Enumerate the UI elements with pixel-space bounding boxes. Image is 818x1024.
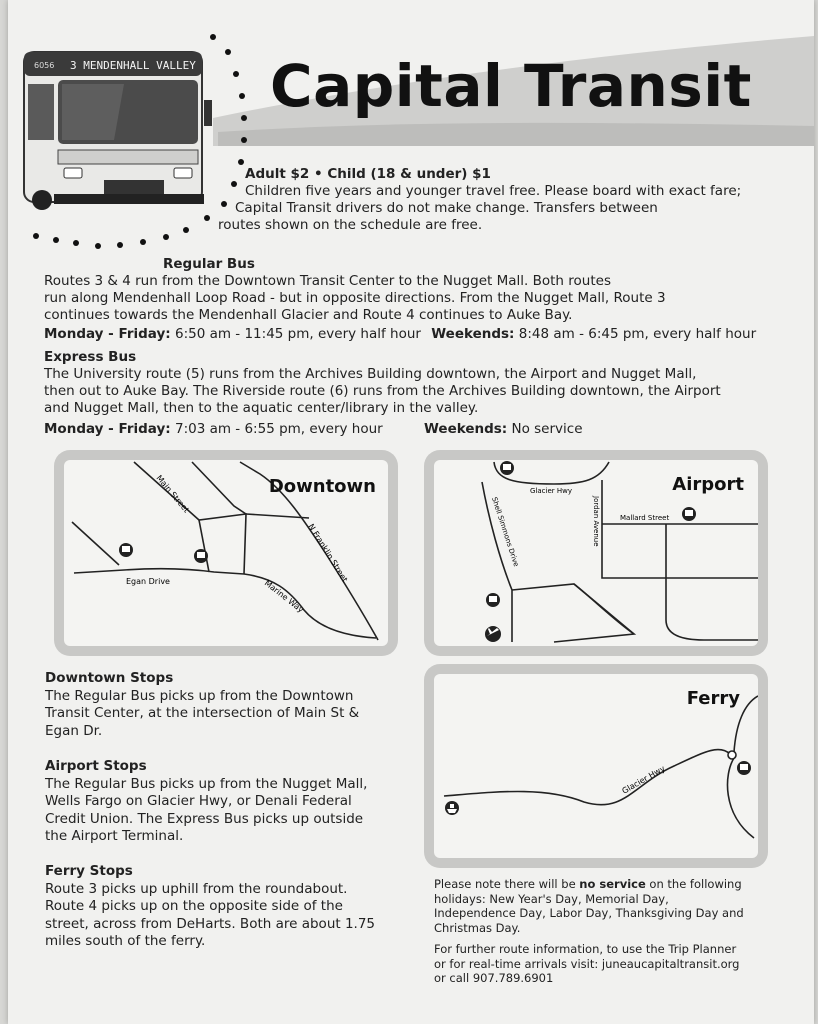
express-bus-line-2: then out to Auke Bay. The Riverside route (6) runs from the Archives Building downtown, the Airport bbox=[44, 383, 721, 399]
holiday-notice bbox=[434, 877, 764, 935]
dotted-arc bbox=[18, 20, 248, 280]
express-bus-section bbox=[44, 349, 794, 417]
fare-line-3: routes shown on the schedule are free. bbox=[218, 217, 483, 233]
ferry-stops-line-1: Route 3 picks up uphill from the roundabout. bbox=[45, 880, 348, 897]
fare-info bbox=[218, 166, 783, 234]
downtown-stops-line-1: The Regular Bus picks up from the Downtown bbox=[45, 687, 354, 704]
ferry-stops-heading: Ferry Stops bbox=[45, 863, 133, 879]
express-weekday-label: Monday - Friday: bbox=[44, 421, 171, 437]
express-bus-hours bbox=[44, 421, 383, 438]
downtown-map-title: Downtown bbox=[268, 476, 376, 497]
airport-map bbox=[424, 450, 768, 656]
bus-stop-icon bbox=[682, 507, 696, 521]
bus-stop-icon bbox=[486, 593, 500, 607]
route-info bbox=[434, 942, 764, 986]
holiday-pre: Please note there will be bbox=[434, 877, 580, 891]
fare-line-2: Capital Transit drivers do not make change. Transfers between bbox=[235, 200, 658, 216]
main-street-label: Main Street bbox=[154, 473, 191, 515]
holiday-bold: no service bbox=[579, 877, 646, 891]
downtown-map-canvas bbox=[64, 460, 388, 646]
holiday-post: on the following bbox=[645, 877, 742, 891]
franklin-street-label: N Franklin Street bbox=[306, 522, 350, 584]
marine-way-label: Marine Way bbox=[262, 578, 306, 615]
express-weekend-label: Weekends: bbox=[424, 421, 508, 437]
bus-stop-icon bbox=[500, 461, 514, 475]
airplane-icon bbox=[485, 626, 501, 642]
fare-line-1: Children five years and younger travel free. Please board with exact fare; bbox=[245, 183, 742, 199]
bus-destination-sign: 3 MENDENHALL VALLEY bbox=[70, 59, 196, 72]
ferry-map-title: Ferry bbox=[686, 688, 740, 709]
glacier-hwy-label: Glacier Hwy bbox=[530, 487, 572, 495]
ferry-map bbox=[424, 664, 768, 868]
info-line-3: or call 907.789.6901 bbox=[434, 971, 554, 985]
airport-map-canvas bbox=[434, 460, 758, 646]
airport-map-title: Airport bbox=[672, 474, 744, 495]
bus-stop-icon bbox=[194, 549, 208, 563]
bus-stop-icon bbox=[119, 543, 133, 557]
airport-stops-line-3: Credit Union. The Express Bus picks up outside bbox=[45, 810, 364, 827]
bus-stop-icon bbox=[737, 761, 751, 775]
ferry-stops bbox=[45, 863, 405, 951]
holiday-line-3: Christmas Day. bbox=[434, 920, 521, 935]
regular-bus-line-3: continues towards the Mendenhall Glacier and Route 4 continues to Auke Bay. bbox=[44, 307, 573, 323]
airport-stops-line-1: The Regular Bus picks up from the Nugget Mall, bbox=[45, 775, 368, 792]
express-bus-line-3: and Nugget Mall, then to the aquatic center/library in the valley. bbox=[44, 400, 479, 416]
ferry-stops-line-2: Route 4 picks up on the opposite side of the bbox=[45, 898, 343, 914]
downtown-stops-line-2: Transit Center, at the intersection of Main St & bbox=[45, 705, 360, 721]
downtown-stops bbox=[45, 670, 405, 740]
ferry-glacier-hwy-label: Glacier Hwy bbox=[620, 763, 667, 796]
mallard-street-label: Mallard Street bbox=[620, 514, 670, 522]
egan-drive-label: Egan Drive bbox=[126, 577, 170, 586]
express-weekend bbox=[424, 421, 583, 438]
holiday-line-2: Independence Day, Labor Day, Thanksgiving Day and bbox=[434, 906, 744, 920]
shell-simmons-label: Shell Simmons Drive bbox=[490, 496, 521, 568]
downtown-stops-line-3: Egan Dr. bbox=[45, 722, 103, 739]
ferry-map-canvas bbox=[434, 674, 758, 858]
airport-stops-line-4: the Airport Terminal. bbox=[45, 828, 184, 844]
schedule-sheet bbox=[8, 0, 814, 1024]
airport-stops-heading: Airport Stops bbox=[45, 758, 147, 774]
info-line-2: or for real-time arrivals visit: juneaucapitaltransit.org bbox=[434, 956, 740, 971]
regular-weekday-label: Monday - Friday: bbox=[44, 326, 171, 342]
regular-weekend-label: Weekends: bbox=[431, 326, 515, 342]
express-weekday-hours: 7:03 am - 6:55 pm, every hour bbox=[174, 421, 383, 437]
express-bus-line-1: The University route (5) runs from the Archives Building downtown, the Airport and Nugget Mall, bbox=[44, 366, 697, 382]
airport-stops-line-2: Wells Fargo on Glacier Hwy, or Denali Federal bbox=[45, 793, 352, 809]
airport-stops bbox=[45, 758, 405, 846]
jordan-avenue-label: Jordan Avenue bbox=[592, 496, 600, 547]
regular-bus-description bbox=[44, 273, 784, 324]
regular-weekday-hours: 6:50 am - 11:45 pm, every half hour bbox=[174, 326, 421, 342]
bus-number: 6056 bbox=[34, 61, 55, 70]
regular-bus-heading-wrap bbox=[163, 256, 255, 273]
downtown-stops-heading: Downtown Stops bbox=[45, 670, 174, 686]
holiday-line-1: holidays: New Year's Day, Memorial Day, bbox=[434, 891, 669, 906]
express-bus-heading: Express Bus bbox=[44, 349, 137, 365]
regular-bus-heading: Regular Bus bbox=[163, 256, 255, 272]
page-title: Capital Transit bbox=[270, 52, 752, 120]
ferry-stops-line-3: street, across from DeHarts. Both are about 1.75 bbox=[45, 915, 376, 932]
regular-bus-line-1: Routes 3 & 4 run from the Downtown Transit Center to the Nugget Mall. Both routes bbox=[44, 273, 611, 289]
info-line-1: For further route information, to use the Trip Planner bbox=[434, 942, 737, 956]
express-weekend-hours: No service bbox=[511, 421, 583, 437]
regular-weekend-hours: 8:48 am - 6:45 pm, every half hour bbox=[518, 326, 757, 342]
ferry-stops-line-4: miles south of the ferry. bbox=[45, 933, 206, 949]
ferry-icon bbox=[445, 801, 459, 815]
fare-headline: Adult $2 • Child (18 & under) $1 bbox=[245, 166, 491, 182]
regular-bus-hours bbox=[44, 326, 756, 343]
downtown-map bbox=[54, 450, 398, 656]
regular-bus-line-2: run along Mendenhall Loop Road - but in opposite directions. From the Nugget Mall, Route 3 bbox=[44, 290, 666, 306]
